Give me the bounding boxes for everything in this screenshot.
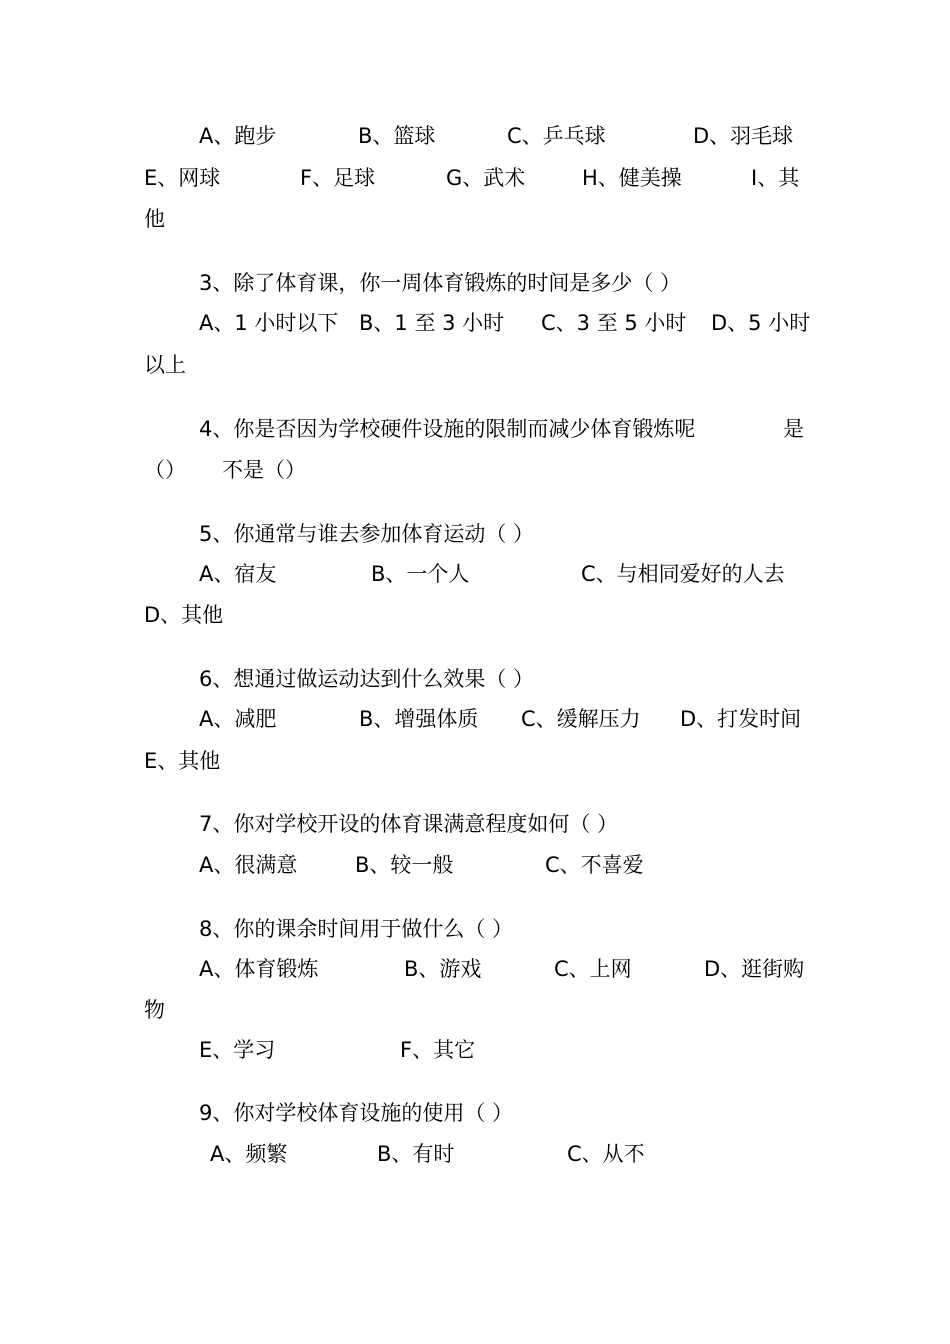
text-segment: 9、你对学校体育设施的使用（ ） [199,1101,514,1125]
text-segment: B、篮球 [358,124,436,148]
text-line [0,1030,950,1070]
text-line [0,263,950,303]
text-segment: H、健美操 [582,166,682,190]
text-segment: F、其它 [400,1038,476,1062]
text-segment: F、足球 [300,166,376,190]
text-segment: D、其他 [144,603,224,627]
text-segment: A、减肥 [199,707,277,731]
text-line [0,199,950,239]
text-line [0,409,950,449]
text-line [0,741,950,781]
text-segment: B、游戏 [404,957,482,981]
text-segment: A、1 小时以下 [199,311,339,335]
text-segment: 以上 [144,353,186,377]
text-segment: A、宿友 [199,562,277,586]
text-segment: E、学习 [199,1038,276,1062]
text-segment: E、网球 [144,166,221,190]
text-segment: 7、你对学校开设的体育课满意程度如何（ ） [199,812,619,836]
text-line [0,990,950,1030]
text-segment: 4、你是否因为学校硬件设施的限制而减少体育锻炼呢 [199,417,696,441]
text-segment: B、一个人 [371,562,470,586]
text-line [0,845,950,885]
text-segment: B、增强体质 [359,707,479,731]
text-segment: B、较一般 [355,853,454,877]
text-segment: 5、你通常与谁去参加体育运动（ ） [199,522,535,546]
text-segment: C、缓解压力 [521,707,641,731]
text-segment: A、频繁 [210,1142,288,1166]
text-segment: C、上网 [554,957,632,981]
text-line [0,1134,950,1174]
text-line [0,345,950,385]
text-segment: （） [144,458,186,482]
text-line [0,554,950,594]
text-line [0,699,950,739]
text-segment: I、其 [751,166,800,190]
text-segment: 物 [144,998,165,1022]
text-line [0,514,950,554]
text-segment: E、其他 [144,749,221,773]
text-segment: C、与相同爱好的人去 [581,562,785,586]
text-line [0,949,950,989]
text-segment: D、打发时间 [680,707,802,731]
text-segment: 不是（） [222,458,306,482]
text-segment: D、羽毛球 [693,124,794,148]
text-segment: 3、除了体育课，你一周体育锻炼的时间是多少（ ） [199,271,682,295]
text-segment: 是 [783,417,804,441]
text-segment: A、跑步 [199,124,277,148]
text-segment: B、有时 [377,1142,455,1166]
text-segment: C、从不 [567,1142,645,1166]
text-line [0,450,950,490]
text-line [0,659,950,699]
text-segment: A、很满意 [199,853,298,877]
text-segment: 他 [144,207,165,231]
text-segment: C、不喜爱 [545,853,644,877]
text-line [0,804,950,844]
text-segment: A、体育锻炼 [199,957,319,981]
text-segment: C、乒乓球 [507,124,606,148]
text-segment: 8、你的课余时间用于做什么（ ） [199,917,514,941]
text-line [0,595,950,635]
text-segment: C、3 至 5 小时 [541,311,687,335]
text-line [0,158,950,198]
text-segment: D、5 小时 [711,311,811,335]
text-line [0,909,950,949]
text-segment: D、逛街购 [704,957,805,981]
text-line [0,116,950,156]
text-line [0,1093,950,1133]
text-line [0,303,950,343]
text-segment: 6、想通过做运动达到什么效果（ ） [199,667,535,691]
text-segment: G、武术 [446,166,526,190]
text-segment: B、1 至 3 小时 [359,311,505,335]
